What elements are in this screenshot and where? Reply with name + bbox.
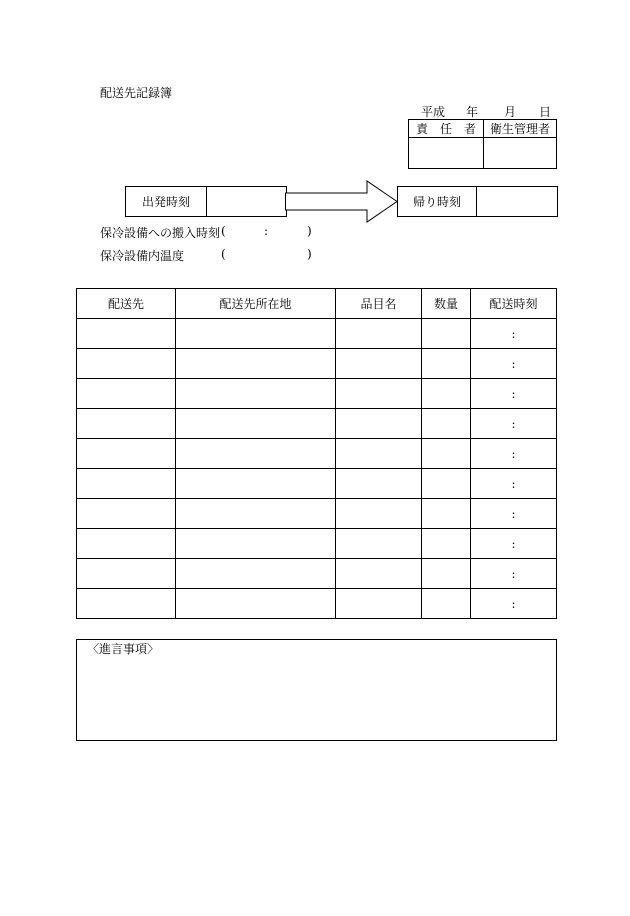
address-cell[interactable] — [176, 349, 336, 379]
item-name-cell[interactable] — [336, 349, 422, 379]
quantity-cell[interactable] — [422, 379, 471, 409]
paren-open: ( — [221, 224, 226, 238]
delivery-time-cell[interactable] — [471, 589, 557, 619]
paren-close: ) — [307, 247, 312, 261]
date-day: 日 — [539, 105, 552, 119]
time-colon: : — [511, 476, 516, 491]
table-row — [77, 499, 557, 529]
departure-time-box — [125, 186, 287, 217]
table-row — [77, 559, 557, 589]
time-colon: : — [511, 506, 516, 521]
return-time-field[interactable] — [477, 187, 557, 216]
notes-label: 〈進言事項〉 — [87, 642, 160, 656]
date-year: 年 — [466, 105, 479, 119]
quantity-cell[interactable] — [422, 559, 471, 589]
responsible-stamp-field[interactable] — [409, 138, 484, 169]
destination-cell[interactable] — [77, 529, 176, 559]
address-cell[interactable] — [176, 499, 336, 529]
hygiene-manager-header: 衛生管理者 — [484, 120, 557, 138]
item-name-cell[interactable] — [336, 589, 422, 619]
delivery-time-cell[interactable] — [471, 349, 557, 379]
hygiene-manager-stamp-field[interactable] — [484, 138, 557, 169]
address-cell[interactable] — [176, 529, 336, 559]
item-name-cell[interactable] — [336, 379, 422, 409]
item-name-cell[interactable] — [336, 469, 422, 499]
address-cell[interactable] — [176, 379, 336, 409]
time-colon: : — [264, 224, 269, 238]
header-quantity: 数量 — [422, 289, 471, 319]
signoff-table — [408, 119, 557, 169]
delivery-time-cell[interactable] — [471, 439, 557, 469]
item-name-cell[interactable] — [336, 559, 422, 589]
destination-cell[interactable] — [77, 469, 176, 499]
departure-time-field[interactable] — [207, 187, 286, 216]
item-name-cell[interactable] — [336, 409, 422, 439]
time-colon: : — [511, 596, 516, 611]
header-delivery-time: 配送時刻 — [471, 289, 557, 319]
delivery-time-cell[interactable] — [471, 529, 557, 559]
table-row — [77, 349, 557, 379]
table-row — [77, 529, 557, 559]
item-name-cell[interactable] — [336, 529, 422, 559]
time-colon: : — [511, 356, 516, 371]
item-name-cell[interactable] — [336, 319, 422, 349]
header-address: 配送先所在地 — [176, 289, 336, 319]
time-colon: : — [511, 566, 516, 581]
destination-cell[interactable] — [77, 559, 176, 589]
delivery-time-cell[interactable] — [471, 499, 557, 529]
paren-open: ( — [221, 247, 226, 261]
cold-storage-temp-label: 保冷設備内温度 — [100, 249, 185, 263]
time-colon: : — [511, 536, 516, 551]
delivery-time-cell[interactable] — [471, 469, 557, 499]
destination-cell[interactable] — [77, 499, 176, 529]
quantity-cell[interactable] — [422, 529, 471, 559]
quantity-cell[interactable] — [422, 439, 471, 469]
destination-cell[interactable] — [77, 319, 176, 349]
departure-label: 出発時刻 — [126, 187, 207, 216]
time-colon: : — [511, 326, 516, 341]
quantity-cell[interactable] — [422, 349, 471, 379]
item-name-cell[interactable] — [336, 439, 422, 469]
table-row — [77, 409, 557, 439]
quantity-cell[interactable] — [422, 469, 471, 499]
arrow-icon — [285, 180, 398, 223]
date-era: 平成 — [421, 105, 446, 119]
address-cell[interactable] — [176, 439, 336, 469]
table-row — [77, 319, 557, 349]
header-item-name: 品目名 — [336, 289, 422, 319]
quantity-cell[interactable] — [422, 589, 471, 619]
delivery-table — [76, 288, 557, 619]
quantity-cell[interactable] — [422, 409, 471, 439]
delivery-time-cell[interactable] — [471, 409, 557, 439]
quantity-cell[interactable] — [422, 499, 471, 529]
quantity-cell[interactable] — [422, 319, 471, 349]
delivery-time-cell[interactable] — [471, 559, 557, 589]
responsible-header: 責 任 者 — [409, 120, 484, 138]
destination-cell[interactable] — [77, 379, 176, 409]
document-title: 配送先記録簿 — [100, 86, 173, 100]
address-cell[interactable] — [176, 469, 336, 499]
table-row — [77, 589, 557, 619]
header-destination: 配送先 — [77, 289, 176, 319]
time-colon: : — [511, 386, 516, 401]
date-month: 月 — [504, 105, 517, 119]
destination-cell[interactable] — [77, 409, 176, 439]
time-colon: : — [511, 446, 516, 461]
return-time-box — [397, 186, 558, 217]
delivery-time-cell[interactable] — [471, 379, 557, 409]
table-row — [77, 379, 557, 409]
table-row — [77, 469, 557, 499]
destination-cell[interactable] — [77, 349, 176, 379]
destination-cell[interactable] — [77, 439, 176, 469]
address-cell[interactable] — [176, 589, 336, 619]
paren-close: ) — [307, 224, 312, 238]
address-cell[interactable] — [176, 319, 336, 349]
destination-cell[interactable] — [77, 589, 176, 619]
time-colon: : — [511, 416, 516, 431]
table-row — [77, 439, 557, 469]
notes-box[interactable] — [76, 639, 557, 741]
cold-storage-time-label: 保冷設備への搬入時刻 — [100, 226, 221, 240]
address-cell[interactable] — [176, 559, 336, 589]
address-cell[interactable] — [176, 409, 336, 439]
return-label: 帰り時刻 — [398, 187, 477, 216]
delivery-time-cell[interactable] — [471, 319, 557, 349]
item-name-cell[interactable] — [336, 499, 422, 529]
